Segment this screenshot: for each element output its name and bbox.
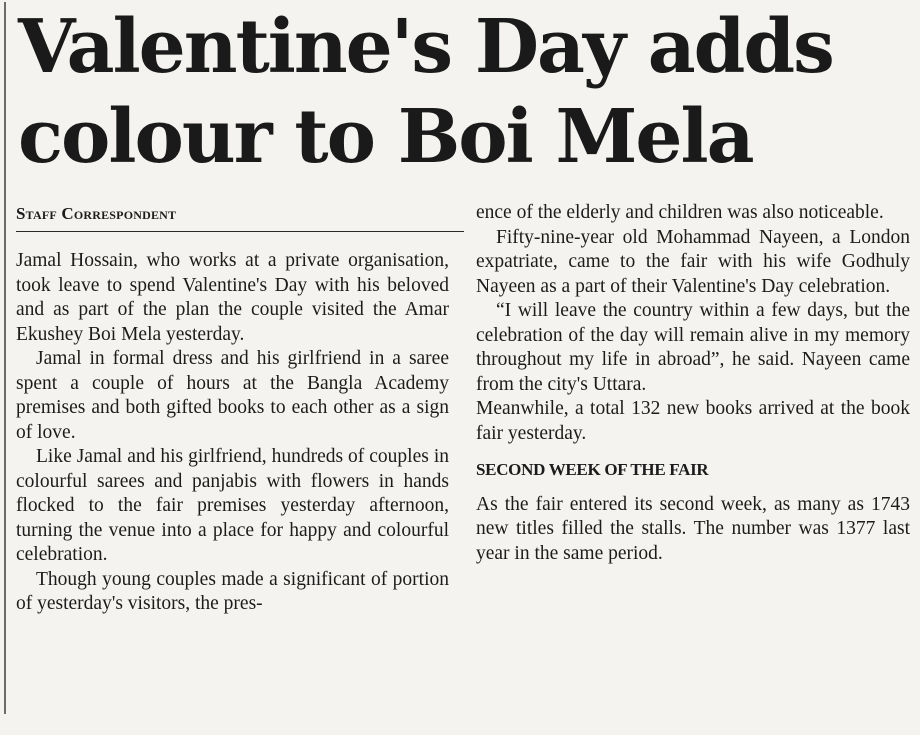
- paragraph-couples: Like Jamal and his girlfriend, hundreds of couples in colourful sarees and panjabis with flowers in hands flocked to the fair premises yesterday afternoon, turning the venue into a place for happy and colourful celebration.: [16, 446, 449, 565]
- headline: [18, 2, 918, 182]
- article-column-right: [476, 201, 910, 566]
- headline-line-2: colour to Boi Mela: [18, 94, 753, 180]
- paragraph-nayeen: Fifty-nine-year old Mohammad Nayeen, a London expatriate, came to the fair with his wife Godhuly Nayeen as a part of their Valentine's Day celebration.: [476, 226, 910, 297]
- paragraph-second-week: As the fair entered its second week, as many as 1743 new titles filled the stalls. The number was 1377 last year in the same period.: [476, 493, 910, 564]
- paragraph-formal-dress: Jamal in formal dress and his girlfriend in a saree spent a couple of hours at the Bangla Academy premises and both gifted books to each other as a sign of love.: [16, 348, 449, 443]
- paragraph-continuation: ence of the elderly and children was also noticeable.: [476, 202, 884, 223]
- paragraph-quote: “I will leave the country within a few days, but the celebration of the day will remain alive in my memory throughout my life in abroad”, he said. Nayeen came from the city's Uttara.: [476, 300, 910, 395]
- paragraph-new-books: Meanwhile, a total 132 new books arrived at the book fair yesterday.: [476, 398, 910, 444]
- paragraph-visitors: Though young couples made a significant of portion of yesterday's visitors, the pres-: [16, 568, 449, 614]
- paragraph-intro: Jamal Hossain, who works at a private organisation, took leave to spend Valentine's Day with his beloved and as part of the plan the couple visited the Amar Ekushey Boi Mela yesterday.: [16, 250, 449, 345]
- byline: Staff Correspondent: [16, 204, 177, 223]
- byline-underline: [16, 231, 464, 232]
- section-subhead: SECOND WEEK OF THE FAIR: [476, 460, 709, 479]
- column-border-rule: [4, 2, 6, 714]
- article-column-left: [16, 249, 449, 617]
- headline-line-1: Valentine's Day adds: [18, 4, 833, 90]
